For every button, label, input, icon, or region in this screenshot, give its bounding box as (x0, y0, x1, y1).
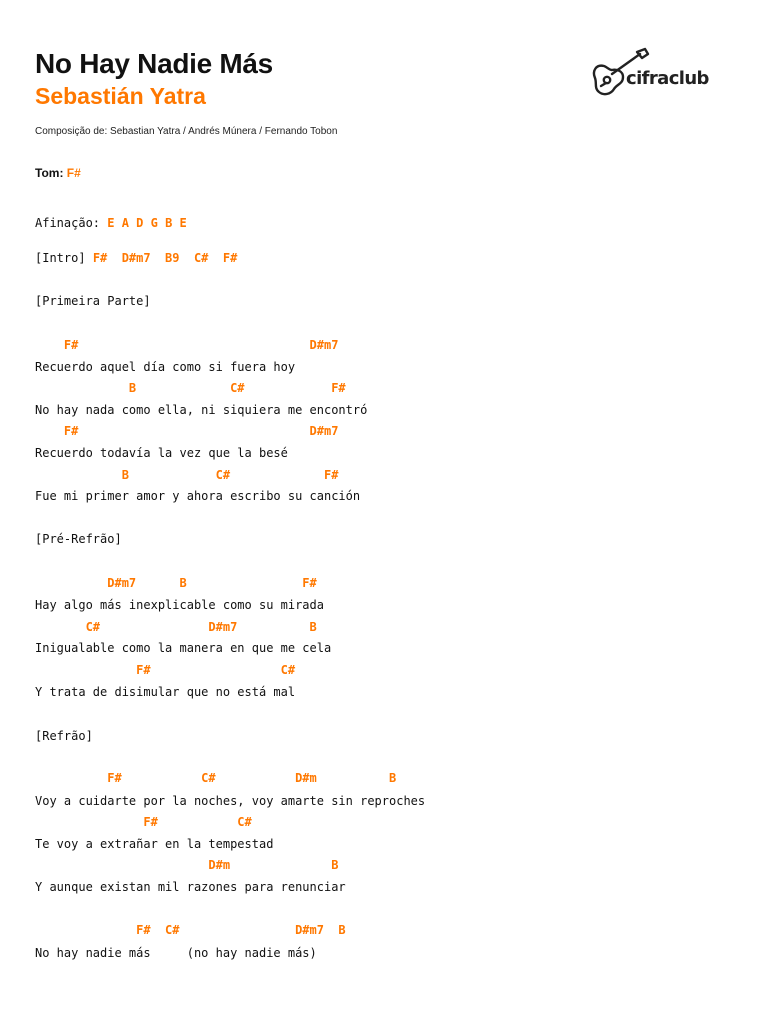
section-primeira-parte: [Primeira Parte] (35, 294, 151, 308)
lyric-line: Te voy a extrañar en la tempestad (35, 837, 274, 851)
section-refrao: [Refrão] (35, 729, 93, 743)
composer-credits (35, 126, 337, 137)
logo-text: cifraclub (626, 68, 709, 89)
tuning-line (35, 215, 187, 231)
chord-line[interactable]: F# C# (35, 663, 296, 677)
composer-names: Sebastian Yatra / Andrés Múnera / Fernando Tobon (110, 126, 338, 137)
chord-line[interactable]: D#m7 B F# (35, 576, 317, 590)
intro-chords[interactable]: F# D#m7 B9 C# F# (92, 251, 238, 265)
chord-line[interactable]: F# C# D#m7 B (35, 923, 346, 937)
chord-line[interactable]: D#m B (35, 858, 339, 872)
section-pre-refrao: [Pré-Refrão] (35, 532, 122, 546)
lyric-line: No hay nada como ella, ni siquiera me encontró (35, 403, 368, 417)
intro-label: [Intro] (35, 251, 86, 265)
tuning-label: Afinação: (35, 216, 101, 230)
lyric-line: Hay algo más inexplicable como su mirada (35, 598, 324, 612)
chord-line[interactable]: F# D#m7 (35, 338, 339, 352)
chord-line[interactable]: F# C# D#m B (35, 771, 397, 785)
intro-line (35, 250, 237, 266)
lyric-line: Fue mi primer amor y ahora escribo su canción (35, 489, 361, 503)
lyric-line: Y aunque existan mil razones para renunciar (35, 880, 346, 894)
lyric-line: Inigualable como la manera en que me cela (35, 641, 332, 655)
lyric-line: No hay nadie más (no hay nadie más) (35, 946, 317, 960)
chord-line[interactable]: F# C# (35, 815, 252, 829)
key-label: Tom: (35, 166, 64, 180)
lyric-line: Recuerdo aquel día como si fuera hoy (35, 360, 296, 374)
chord-line[interactable]: C# D#m7 B (35, 620, 317, 634)
chord-line[interactable]: B C# F# (35, 468, 339, 482)
tuning-value[interactable]: E A D G B E (107, 216, 187, 230)
song-title: No Hay Nadie Más (35, 48, 273, 79)
lyric-line: Y trata de disimular que no está mal (35, 685, 296, 699)
chord-line[interactable]: B C# F# (35, 381, 346, 395)
chord-line[interactable]: F# D#m7 (35, 424, 339, 438)
cifraclub-logo[interactable] (590, 46, 709, 100)
lyric-line: Voy a cuidarte por la noches, voy amarte sin reproches (35, 794, 426, 808)
artist-name[interactable]: Sebastián Yatra (35, 83, 206, 109)
key-info (35, 166, 81, 180)
lyric-line: Recuerdo todavía la vez que la besé (35, 446, 288, 460)
composer-label: Composição de: (35, 126, 108, 137)
key-value[interactable]: F# (66, 166, 81, 180)
